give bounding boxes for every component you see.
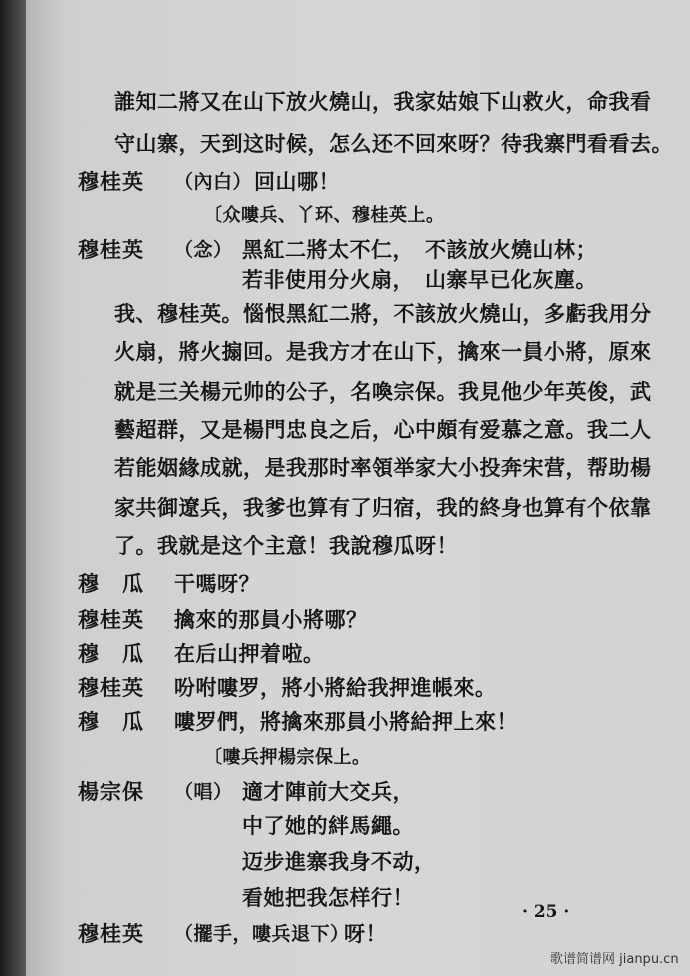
verse-line: 中了她的絆馬繩。 — [242, 813, 414, 838]
stage-entry-line: 〔众嘍兵、丫环、穆桂英上。 — [204, 205, 445, 226]
dialogue-line: 回山哪！ — [254, 169, 340, 194]
text-line-12: 家共御遼兵，我爹也算有了归宿，我的終身也算有个依靠 — [114, 495, 652, 520]
speaker-mu-guiying: 穆桂英 — [78, 237, 144, 262]
text-line-1: 誰知二將又在山下放火燒山，我家姑娘下山救火，命我看 — [114, 89, 652, 114]
text-line-11: 若能姻緣成就，是我那时率領举家大小投奔宋营，帮助楊 — [114, 455, 652, 480]
speaker-mu-guiying: 穆桂英 — [78, 169, 144, 194]
site-watermark: 歌谱简谱网 jianpu.cn — [550, 952, 679, 967]
text-line-10: 藝超群，又是楊門忠良之后，心中頗有爱慕之意。我二人 — [114, 417, 652, 442]
dialogue-line: 干嗎呀？ — [174, 571, 260, 596]
dialogue-line: 嘍罗們，將擒來那員小將給押上來！ — [174, 709, 518, 734]
verse-line: 迈步進寨我身不动， — [242, 849, 436, 874]
text-line-13: 了。我就是这个主意！我說穆瓜呀！ — [114, 533, 458, 558]
speaker-mu-guiying: 穆桂英 — [78, 675, 144, 700]
speaker-yang-zongbao: 楊宗保 — [78, 779, 144, 804]
text-line-7: 我、穆桂英。惱恨黑紅二將，不該放火燒山，多虧我用分 — [114, 301, 652, 326]
dialogue-line: 吩咐嘍罗，將小將給我押進帳來。 — [174, 675, 497, 700]
text-line-8: 火扇，將火搧回。是我方才在山下，擒來一員小將，原來 — [114, 339, 652, 364]
verse-line: 適才陣前大交兵， — [242, 779, 414, 804]
book-spine-shadow — [0, 0, 26, 976]
dialogue-line: 在后山押着啦。 — [174, 641, 325, 666]
dialogue-line: 呀！ — [344, 921, 387, 946]
verse-line: 看她把我怎样行！ — [242, 885, 414, 910]
speaker-mu-guiying: 穆桂英 — [78, 921, 144, 946]
speaker-mu-gua: 穆 瓜 — [78, 709, 144, 734]
book-page — [26, 0, 690, 976]
verse-line: 黑紅二將太不仁， 不該放火燒山林； — [242, 237, 597, 262]
stage-direction: （內白） — [174, 171, 253, 193]
stage-direction: （擺手，嘍兵退下） — [174, 923, 350, 945]
dialogue-line: 擒來的那員小將哪？ — [174, 607, 368, 632]
speaker-mu-guiying: 穆桂英 — [78, 607, 144, 632]
text-line-9: 就是三关楊元帅的公子，名喚宗保。我見他少年英俊，武 — [114, 379, 652, 404]
text-line-2: 守山寨，天到这时候，怎么还不回來呀？待我寨門看看去。 — [114, 131, 673, 156]
verse-line: 若非使用分火扇， 山寨早已化灰塵。 — [242, 267, 597, 292]
stage-direction: （念） — [174, 239, 233, 261]
page-number: · 25 · — [522, 902, 570, 922]
speaker-mu-gua: 穆 瓜 — [78, 571, 144, 596]
speaker-mu-gua: 穆 瓜 — [78, 641, 144, 666]
stage-entry-line: 〔嘍兵押楊宗保上。 — [204, 747, 371, 768]
stage-direction: （唱） — [174, 781, 233, 803]
